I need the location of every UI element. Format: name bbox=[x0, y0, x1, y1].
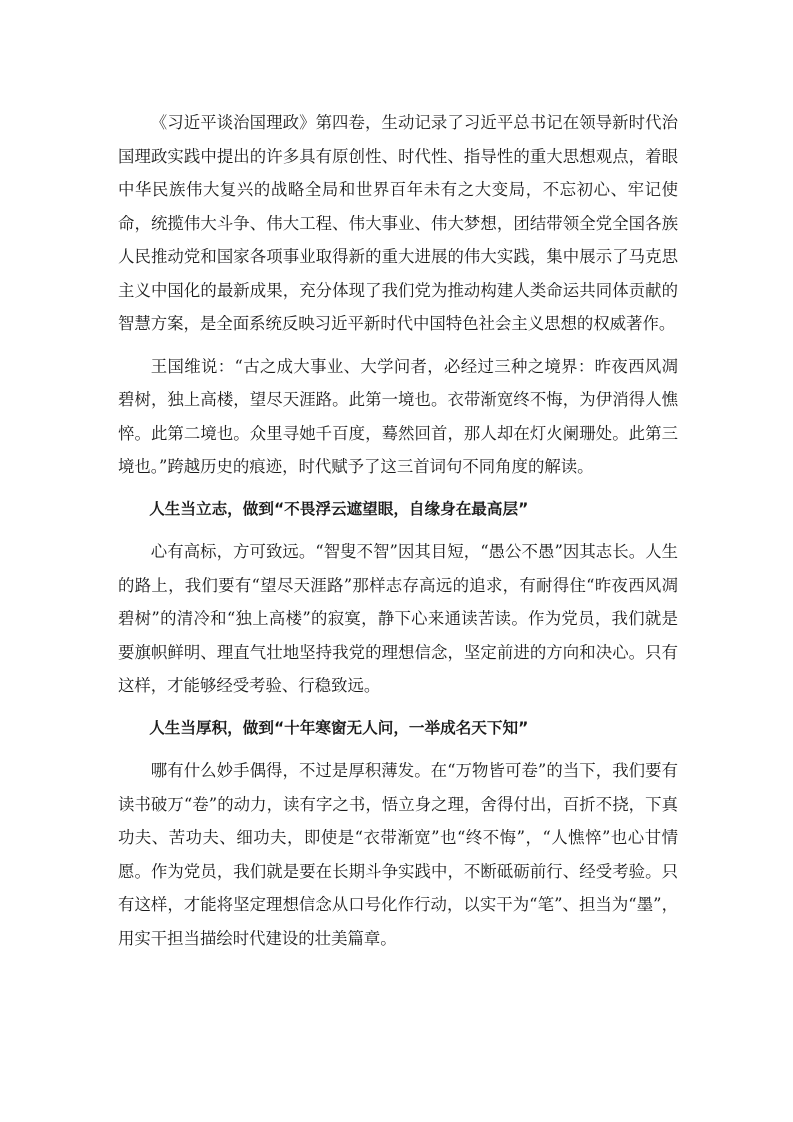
intro-paragraph: 《习近平谈治国理政》第四卷，生动记录了习近平总书记在领导新时代治国理政实践中提出的许多具有原创性、时代性、指导性的重大思想观点，着眼中华民族伟大复兴的战略全局和世界百年未有之大变局，不忘初心、牢记使命，统揽伟大斗争、伟大工程、伟大事业、伟大梦想，团结带领全党全国各族人民推动党和国家各项事业取得新的重大进展的伟大实践，集中展示了马克思主义中国化的最新成果，充分体现了我们党为推动构建人类命运共同体贡献的智慧方案，是全面系统反映习近平新时代中国特色社会主义思想的权威著作。 bbox=[118, 113, 678, 333]
document-body bbox=[118, 106, 678, 955]
accumulation-paragraph: 哪有什么妙手偶得，不过是厚积薄发。在“万物皆可卷”的当下，我们要有读书破万“卷”的动力，读有字之书，悟立身之理，舍得付出，百折不挠，下真功夫、苦功夫、细功夫，即使是“衣带渐宽”也“终不悔”，“人憔悴”也心甘情愿。作为党员，我们就是要在长期斗争实践中，不断砥砺前行、经受考验。只有这样，才能将坚定理想信念从口号化作行动，以实干为“笔”、担当为“墨”，用实干担当描绘时代建设的壮美篇章。 bbox=[118, 761, 678, 948]
quote-paragraph: 王国维说：“古之成大事业、大学问者，必经过三种之境界：昨夜西风凋碧树，独上高楼，望尽天涯路。此第一境也。衣带渐宽终不悔，为伊消得人憔悴。此第二境也。众里寻她千百度，蓦然回首，那人却在灯火阑珊处。此第三境也。”跨越历史的痕迹，时代赋予了这三首词句不同角度的解读。 bbox=[118, 356, 678, 476]
section-heading-aspiration: 人生当立志，做到“不畏浮云遮望眼，自缘身在最高层” bbox=[149, 499, 529, 518]
section-heading-accumulation: 人生当厚积，做到“十年寒窗无人问，一举成名天下知” bbox=[149, 718, 529, 737]
aspiration-paragraph: 心有高标，方可致远。“智叟不智”因其目短，“愚公不愚”因其志长。人生的路上，我们要有“望尽天涯路”那样志存高远的追求，有耐得住“昨夜西风凋碧树”的清冷和“独上高楼”的寂寞，静下心来通读苦读。作为党员，我们就是要旗帜鲜明、理直气壮地坚持我党的理想信念，坚定前进的方向和决心。只有这样，才能够经受考验、行稳致远。 bbox=[118, 542, 678, 695]
